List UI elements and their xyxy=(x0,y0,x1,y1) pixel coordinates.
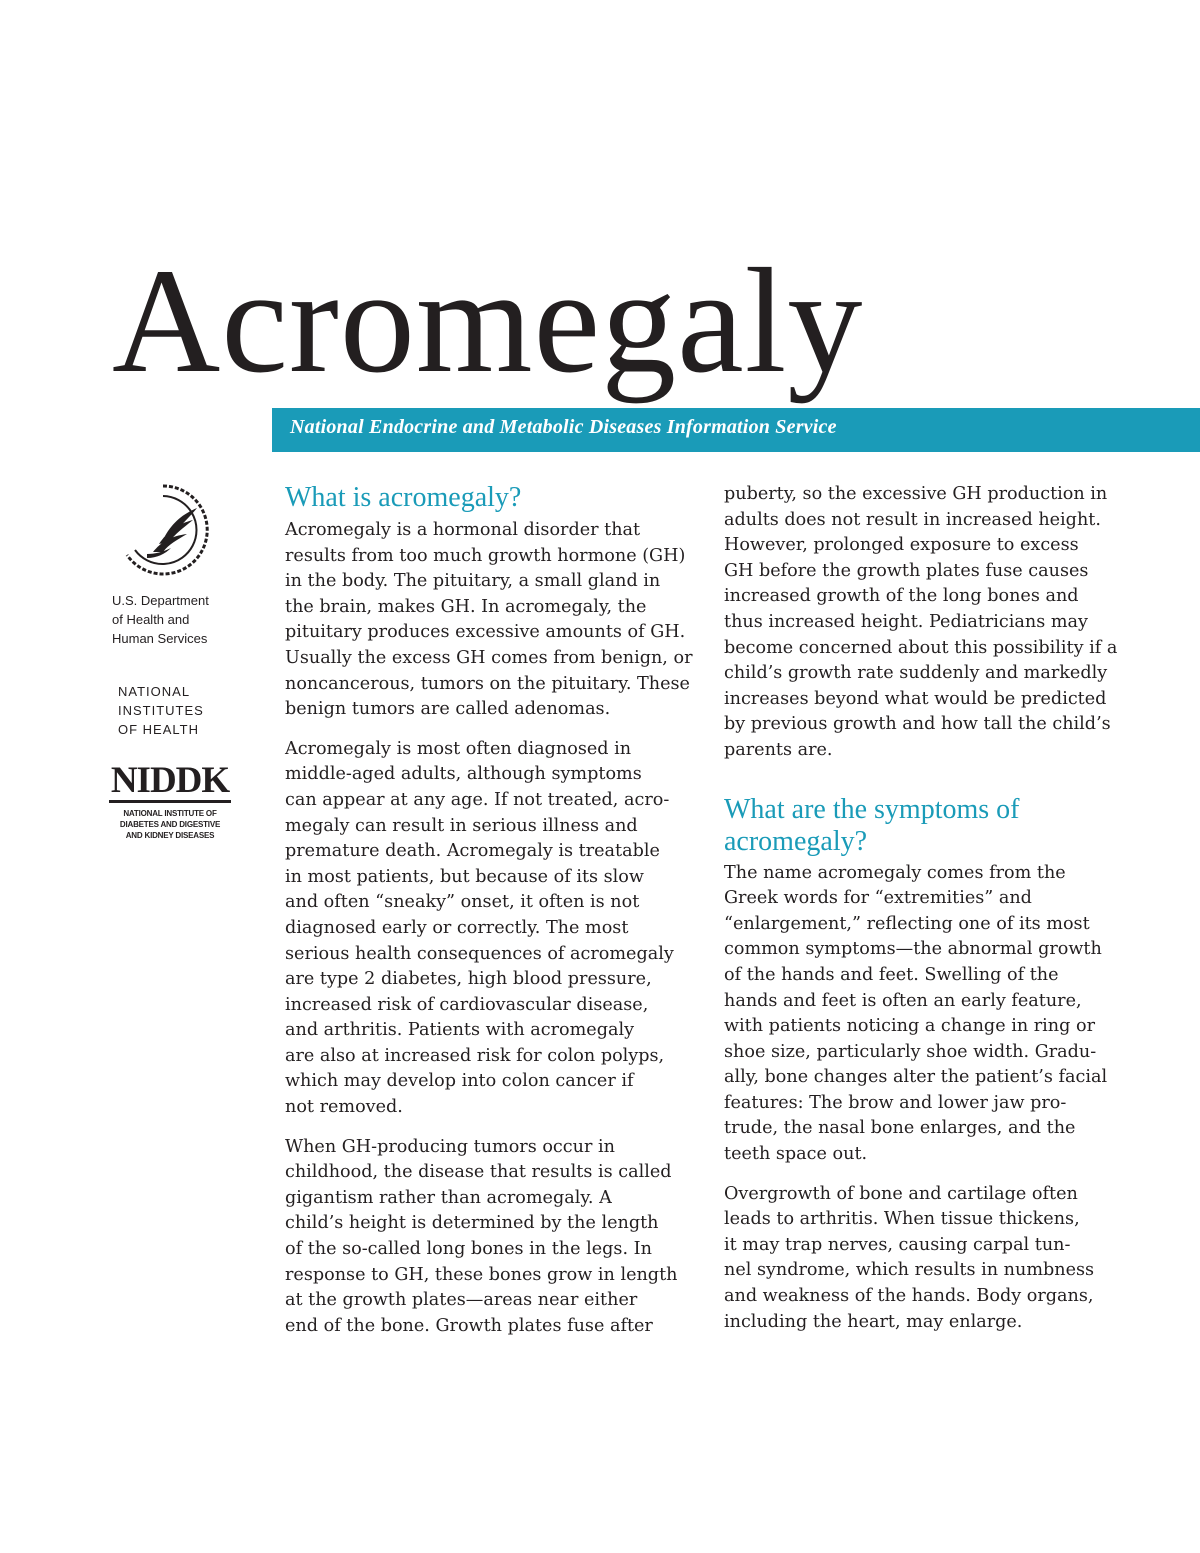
niddk-full-name xyxy=(105,808,235,841)
text-line: are type 2 diabetes, high blood pressure, xyxy=(285,969,652,990)
niddk-name-line: DIABETES AND DIGESTIVE xyxy=(119,820,221,829)
nih-line: OF HEALTH xyxy=(118,722,199,737)
text-line: childhood, the disease that results is called xyxy=(285,1162,672,1183)
text-line: When GH-producing tumors occur in xyxy=(285,1136,615,1157)
niddk-mark: NIDDK xyxy=(110,760,230,801)
text-line: The name acromegaly comes from the xyxy=(724,862,1066,883)
text-line: increased growth of the long bones and xyxy=(724,586,1079,607)
text-line: response to GH, these bones grow in length xyxy=(285,1264,678,1285)
text-line: puberty, so the excessive GH production in xyxy=(724,484,1108,504)
text-line: “enlargement,” reflecting one of its most xyxy=(724,913,1090,934)
text-line: noncancerous, tumors on the pituitary. These xyxy=(285,673,690,694)
paragraph xyxy=(724,1182,1144,1336)
text-line: shoe size, particularly shoe width. Gradu- xyxy=(724,1041,1097,1062)
text-line: acromegaly? xyxy=(724,825,868,857)
page-title: Acromegaly xyxy=(112,238,864,404)
hhs-line: Human Services xyxy=(112,631,208,646)
text-line: serious health consequences of acromegaly xyxy=(285,943,674,964)
text-line: parents are. xyxy=(724,739,833,760)
niddk-name-line: AND KIDNEY DISEASES xyxy=(125,831,215,840)
text-line: increased risk of cardiovascular disease, xyxy=(285,994,649,1015)
hhs-line: U.S. Department xyxy=(112,593,209,608)
niddk-logo xyxy=(95,762,245,841)
text-line: hands and feet is often an early feature, xyxy=(724,990,1082,1011)
text-line: in most patients, but because of its slow xyxy=(285,866,644,887)
text-line: teeth space out. xyxy=(724,1144,868,1165)
text-line: Overgrowth of bone and cartilage often xyxy=(724,1183,1078,1204)
text-line: which may develop into colon cancer if xyxy=(285,1071,634,1092)
text-line: child’s height is determined by the length xyxy=(285,1213,659,1234)
text-line: nel syndrome, which results in numbness xyxy=(724,1260,1095,1281)
text-line: GH before the growth plates fuse causes xyxy=(724,560,1089,581)
text-line: middle-aged adults, although symptoms xyxy=(285,764,642,785)
section-heading-what-is: What is acromegaly? xyxy=(285,482,522,513)
text-line: and arthritis. Patients with acromegaly xyxy=(285,1020,635,1041)
service-banner: National Endocrine and Metabolic Diseases Information Service xyxy=(272,408,1200,452)
text-line: leads to arthritis. When tissue thickens, xyxy=(724,1209,1080,1230)
column-right xyxy=(724,482,1144,1349)
text-line: features: The brow and lower jaw pro- xyxy=(724,1092,1067,1113)
text-line: benign tumors are called adenomas. xyxy=(285,699,611,720)
text-line: adults does not result in increased height. xyxy=(724,509,1101,530)
text-line: including the heart, may enlarge. xyxy=(724,1311,1023,1332)
text-line: and often “sneaky” onset, it often is not xyxy=(285,892,640,913)
text-line: thus increased height. Pediatricians may xyxy=(724,611,1088,632)
niddk-name-line: NATIONAL INSTITUTE OF xyxy=(123,809,217,818)
paragraph xyxy=(724,861,1144,1168)
paragraph xyxy=(285,737,697,1121)
text-line: child’s growth rate suddenly and markedly xyxy=(724,663,1108,684)
text-line: not removed. xyxy=(285,1097,403,1118)
text-line: Usually the excess GH comes from benign, or xyxy=(285,647,693,668)
text-line: However, prolonged exposure to excess xyxy=(724,535,1079,556)
nih-line: NATIONAL xyxy=(118,684,191,699)
text-line: become concerned about this possibility if a xyxy=(724,637,1118,658)
text-line: ally, bone changes alter the patient’s facial xyxy=(724,1067,1108,1088)
text-line: trude, the nasal bone enlarges, and the xyxy=(724,1118,1076,1139)
text-line: megaly can result in serious illness and xyxy=(285,815,638,836)
text-line: premature death. Acromegaly is treatable xyxy=(285,841,660,862)
text-line: of the hands and feet. Swelling of the xyxy=(724,964,1059,985)
nih-line: INSTITUTES xyxy=(118,703,204,718)
text-line: with patients noticing a change in ring or xyxy=(724,1016,1095,1037)
text-line: in the body. The pituitary, a small gland in xyxy=(285,571,661,592)
section-heading-symptoms xyxy=(724,794,1144,858)
text-line: pituitary produces excessive amounts of GH. xyxy=(285,622,686,643)
text-line: diagnosed early or correctly. The most xyxy=(285,917,629,938)
column-left xyxy=(285,482,697,1353)
paragraph xyxy=(285,518,697,723)
text-line: are also at increased risk for colon polyps, xyxy=(285,1045,665,1066)
text-line: Greek words for “extremities” and xyxy=(724,888,1032,909)
hhs-label xyxy=(112,591,252,648)
text-line: by previous growth and how tall the child’s xyxy=(724,714,1111,735)
text-line: it may trap nerves, causing carpal tun- xyxy=(724,1234,1071,1255)
text-line: gigantism rather than acromegaly. A xyxy=(285,1187,612,1208)
text-line: increases beyond what would be predicted xyxy=(724,688,1107,709)
text-line: of the so-called long bones in the legs. In xyxy=(285,1239,652,1260)
text-line: end of the bone. Growth plates fuse after xyxy=(285,1315,653,1336)
text-line: common symptoms—the abnormal growth xyxy=(724,939,1102,960)
paragraph xyxy=(724,482,1144,764)
nih-label xyxy=(118,682,238,739)
text-line: and weakness of the hands. Body organs, xyxy=(724,1286,1094,1307)
text-line: results from too much growth hormone (GH) xyxy=(285,545,686,566)
text-line: at the growth plates—areas near either xyxy=(285,1290,638,1311)
text-line: the brain, makes GH. In acromegaly, the xyxy=(285,596,647,617)
hhs-line: of Health and xyxy=(112,612,190,627)
text-line: Acromegaly is a hormonal disorder that xyxy=(285,520,641,540)
text-line: What are the symptoms of xyxy=(724,793,1020,825)
text-line: Acromegaly is most often diagnosed in xyxy=(285,738,632,759)
hhs-seal-icon xyxy=(113,480,213,580)
text-line: can appear at any age. If not treated, acro- xyxy=(285,789,670,810)
paragraph xyxy=(285,1135,697,1340)
